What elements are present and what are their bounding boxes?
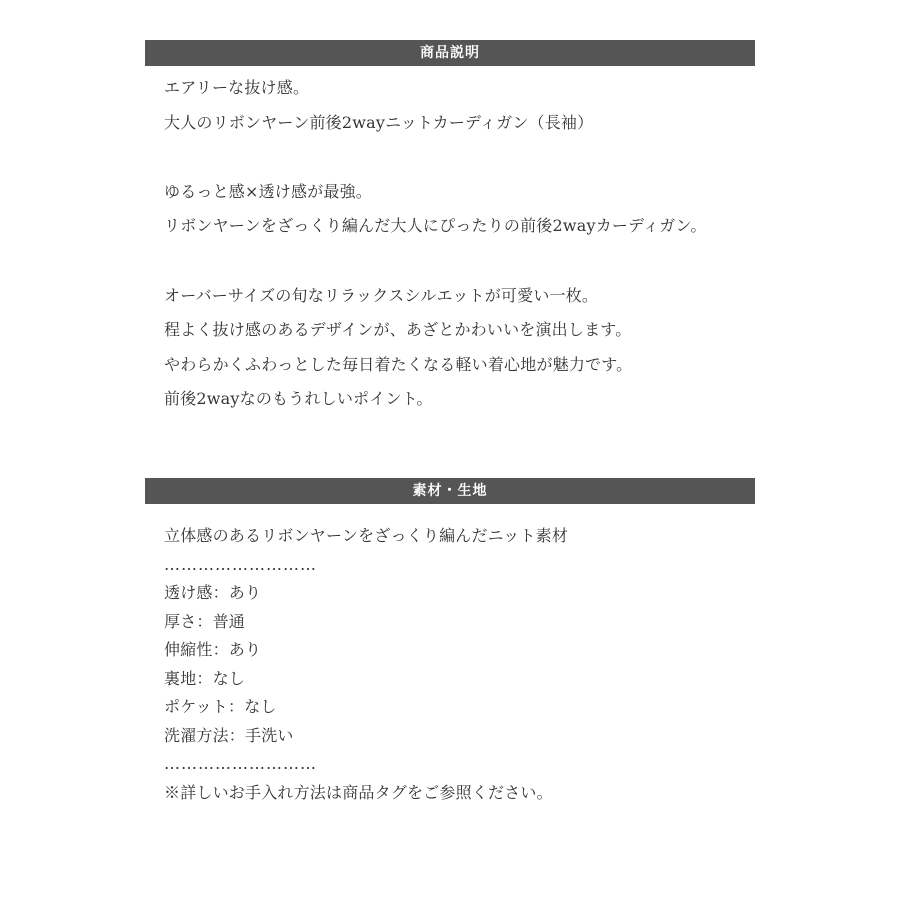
product-description-header: 商品説明 xyxy=(145,40,755,66)
description-line: 程よく抜け感のあるデザインが、あざとかわいいを演出します。 xyxy=(164,320,632,340)
care-note: ※詳しいお手入れ方法は商品タグをご参照ください。 xyxy=(164,782,553,802)
description-line: オーバーサイズの旬なリラックスシルエットが可愛い一枚。 xyxy=(164,285,599,305)
material-spec-thickness: 厚さ：普通 xyxy=(164,611,246,631)
description-line: ゆるっと感×透け感が最強。 xyxy=(164,181,373,201)
description-line: エアリーな抜け感。 xyxy=(164,78,310,97)
description-line: リボンヤーンをざっくり編んだ大人にぴったりの前後2wayカーディガン。 xyxy=(164,216,707,236)
material-summary: 立体感のあるリボンヤーンをざっくり編んだニット素材 xyxy=(164,526,569,545)
material-spec-washing: 洗濯方法：手洗い xyxy=(164,725,294,745)
dotted-divider: ……………………… xyxy=(164,754,317,773)
material-text xyxy=(164,522,754,807)
product-description-text xyxy=(164,71,754,417)
material-spec-sheerness: 透け感：あり xyxy=(164,583,262,602)
dotted-divider: ……………………… xyxy=(164,554,317,574)
material-header: 素材・生地 xyxy=(145,478,755,504)
material-spec-pocket: ポケット：なし xyxy=(164,697,277,716)
material-spec-stretch: 伸縮性：あり xyxy=(164,640,262,659)
description-line: 大人のリボンヤーン前後2wayニットカーディガン（長袖） xyxy=(164,112,594,132)
description-line xyxy=(164,244,754,279)
material-spec-lining: 裏地：なし xyxy=(164,668,246,688)
description-line: 前後2wayなのもうれしいポイント。 xyxy=(164,389,433,409)
description-line xyxy=(164,140,754,175)
description-line: やわらかくふわっとした毎日着たくなる軽い着心地が魅力です。 xyxy=(164,354,633,374)
